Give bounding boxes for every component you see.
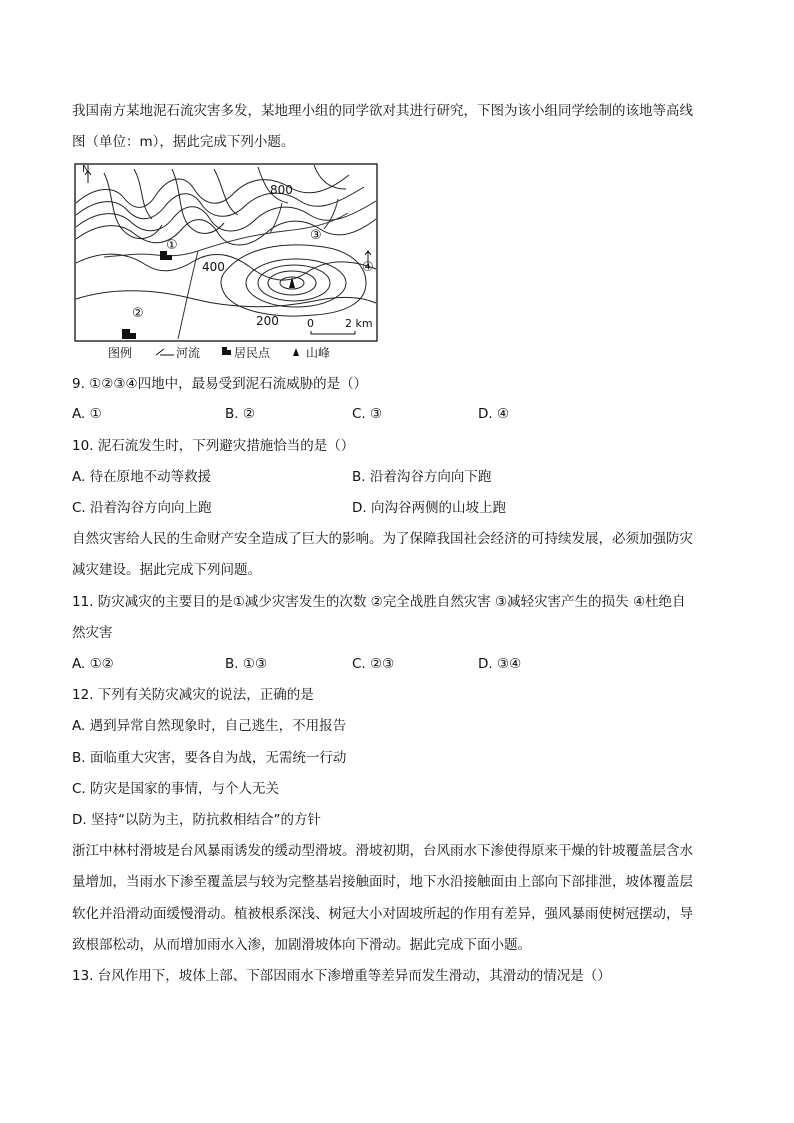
- intro-paragraph-1-line-1: 我国南方某地泥石流灾害多发，某地理小组的同学欲对其进行研究，下图为该小组同学绘制的该地等高线: [72, 103, 693, 119]
- question-12-stem: 12. 下列有关防灾减灾的说法，正确的是: [72, 687, 314, 703]
- settlement-icon: [222, 347, 231, 355]
- contour-label-800: 800: [270, 183, 293, 197]
- river-icon: [156, 349, 174, 355]
- question-12-option-d: D. 坚持“以防为主，防抗救相结合”的方针: [72, 812, 321, 828]
- question-10-option-c: C. 沿着沟谷方向向上跑: [72, 500, 212, 516]
- north-label: N: [82, 164, 90, 175]
- question-11-option-d: D. ③④: [478, 656, 522, 672]
- question-13-stem: 13. 台风作用下，坡体上部、下部因雨水下渗增重等差异而发生滑动，其滑动的情况是（）: [72, 968, 611, 984]
- intro-paragraph-2-line-2: 减灾建设。据此完成下列问题。: [72, 562, 261, 578]
- question-11-option-a: A. ①②: [72, 656, 114, 672]
- question-11-option-b: B. ①③: [225, 656, 268, 672]
- question-10-option-d: D. 向沟谷两侧的山坡上跑: [352, 500, 506, 516]
- intro-paragraph-3-line-3: 软化并沿滑动面缓慢滑动。植被根系深浅、树冠大小对固坡所起的作用有差异，强风暴雨使树冠摆动，导: [72, 906, 693, 922]
- peak-icon: [293, 348, 299, 356]
- intro-paragraph-3-line-2: 量增加，当雨水下渗至覆盖层与较为完整基岩接触面时，地下水沿接触面由上部向下部排泄，坡体覆盖层: [72, 874, 693, 890]
- site-marker-1: ①: [166, 238, 178, 253]
- site-marker-4: ④: [362, 260, 374, 275]
- intro-paragraph-3-line-4: 致根部松动，从而增加雨水入渗，加剧滑坡体向下滑动。据此完成下面小题。: [72, 937, 531, 953]
- question-10-option-a: A. 待在原地不动等救援: [72, 469, 212, 485]
- scale-distance: 2 km: [345, 317, 373, 330]
- question-10-option-b: B. 沿着沟谷方向向下跑: [352, 469, 492, 485]
- question-9-option-b: B. ②: [225, 406, 255, 422]
- intro-paragraph-1-line-2: 图（单位：m），据此完成下列小题。: [72, 134, 295, 150]
- legend-peak-label: 山峰: [306, 346, 331, 360]
- question-9-option-c: C. ③: [352, 406, 383, 422]
- question-11-option-c: C. ②③: [352, 656, 395, 672]
- question-9-option-a: A. ①: [72, 406, 102, 422]
- map-frame: [75, 164, 377, 341]
- contour-label-200: 200: [256, 314, 279, 328]
- legend-settlement-label: 居民点: [234, 346, 271, 360]
- contour-label-400: 400: [202, 260, 225, 274]
- question-9-option-d: D. ④: [478, 406, 510, 422]
- question-11-stem-line-2: 然灾害: [72, 625, 113, 641]
- question-10-stem: 10. 泥石流发生时，下列避灾措施恰当的是（）: [72, 438, 355, 454]
- question-12-option-c: C. 防灾是国家的事情，与个人无关: [72, 781, 280, 797]
- question-11-stem-line-1: 11. 防灾减灾的主要目的是①减少灾害发生的次数 ②完全战胜自然灾害 ③减轻灾害产生的损失 ④杜绝自: [72, 594, 686, 610]
- legend-river-label: 河流: [176, 346, 201, 360]
- question-12-option-b: B. 面临重大灾害，要各自为战，无需统一行动: [72, 750, 347, 766]
- scale-zero: 0: [307, 317, 314, 330]
- question-9-stem: 9. ①②③④四地中，最易受到泥石流威胁的是（）: [72, 376, 368, 392]
- intro-paragraph-3-line-1: 浙江中林村滑坡是台风暴雨诱发的缓动型滑坡。滑坡初期，台风雨水下渗使得原来干燥的针坡覆盖层含水: [72, 843, 693, 859]
- intro-paragraph-2-line-1: 自然灾害给人民的生命财产安全造成了巨大的影响。为了保障我国社会经济的可持续发展，必须加强防灾: [72, 531, 693, 547]
- legend-title: 图例: [108, 346, 133, 360]
- question-12-option-a: A. 遇到异常自然现象时，自己逃生，不用报告: [72, 718, 347, 734]
- contour-map: [74, 163, 378, 361]
- site-marker-3: ③: [310, 228, 322, 243]
- site-marker-2: ②: [132, 306, 144, 321]
